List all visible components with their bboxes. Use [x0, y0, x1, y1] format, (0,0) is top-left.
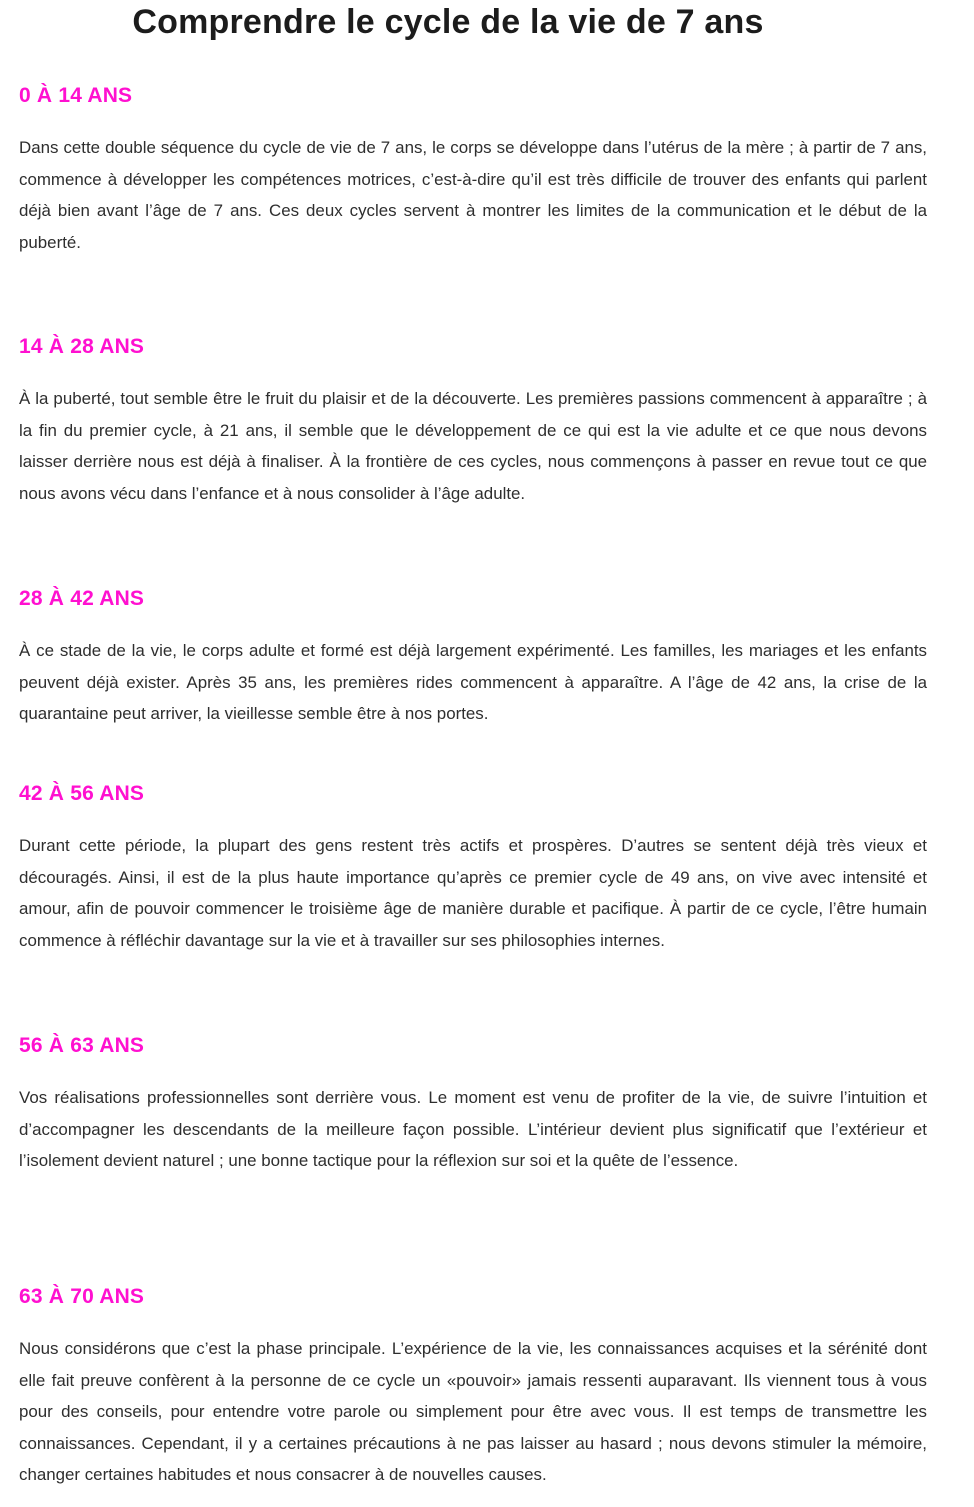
- section-heading: 0 À 14 ANS: [19, 84, 133, 107]
- section-28-42: [19, 585, 927, 730]
- section-paragraph: À la puberté, tout semble être le fruit du plaisir et de la découverte. Les premières passions commencent à apparaître ; à la fin du premier cycle, à 21 ans, il semble que le développement de ce qui est la vie adulte et ce que nous devons laisser derrière nous est déjà à finaliser. À la frontière de ces cycles, nous commençons à passer en revue tout ce que nous avons vécu dans l’enfance et à nous consolider à l’âge adulte.: [19, 389, 927, 503]
- section-paragraph: Nous considérons que c’est la phase principale. L’expérience de la vie, les connaissances acquises et la sérénité dont elle fait preuve confèrent à la personne de ce cycle un «pouvoir» jamais ressenti auparavant. Ils viennent tous à vous pour des conseils, pour entendre votre parole ou simplement pour être avec vous. Il est temps de transmettre les connaissances. Cependant, il y a certaines précautions à ne pas laisser au hasard ; nous devons stimuler la mémoire, changer certaines habitudes et nous consacrer à de nouvelles causes.: [19, 1339, 927, 1485]
- section-14-28: [19, 333, 927, 509]
- section-heading: 42 À 56 ANS: [19, 782, 145, 805]
- section-heading: 63 À 70 ANS: [19, 1285, 145, 1308]
- section-paragraph: Durant cette période, la plupart des gens restent très actifs et prospères. D’autres se sentent déjà très vieux et découragés. Ainsi, il est de la plus haute importance qu’après ce premier cycle de 49 ans, on vive avec intensité et amour, afin de pouvoir commencer le troisième âge de manière durable et pacifique. À partir de ce cycle, l’être humain commence à réfléchir davantage sur la vie et à travailler sur ses philosophies internes.: [19, 836, 927, 950]
- section-heading: 56 À 63 ANS: [19, 1034, 145, 1057]
- section-56-63: [19, 1032, 927, 1177]
- section-heading: 28 À 42 ANS: [19, 587, 145, 610]
- page-title: Comprendre le cycle de la vie de 7 ans: [132, 3, 764, 41]
- section-0-14: [19, 82, 927, 258]
- section-heading: 14 À 28 ANS: [19, 335, 145, 358]
- section-paragraph: À ce stade de la vie, le corps adulte et formé est déjà largement expérimenté. Les familles, les mariages et les enfants peuvent déjà exister. Après 35 ans, les premières rides commencent à apparaître. A l’âge de 42 ans, la crise de la quarantaine peut arriver, la vieillesse semble être à nos portes.: [19, 641, 927, 724]
- section-63-70: [19, 1283, 927, 1491]
- section-paragraph: Dans cette double séquence du cycle de vie de 7 ans, le corps se développe dans l’utérus de la mère ; à partir de 7 ans, commence à développer les compétences motrices, c’est-à-dire qu’il est très difficile de trouver des enfants qui parlent déjà bien avant l’âge de 7 ans. Ces deux cycles servent à montrer les limites de la communication et le début de la puberté.: [19, 138, 927, 252]
- section-paragraph: Vos réalisations professionnelles sont derrière vous. Le moment est venu de profiter de la vie, de suivre l’intuition et d’accompagner les descendants de la meilleure façon possible. L’intérieur devient plus significatif que l’extérieur et l’isolement devient naturel ; une bonne tactique pour la réflexion sur soi et la quête de l’essence.: [19, 1088, 927, 1171]
- section-42-56: [19, 780, 927, 956]
